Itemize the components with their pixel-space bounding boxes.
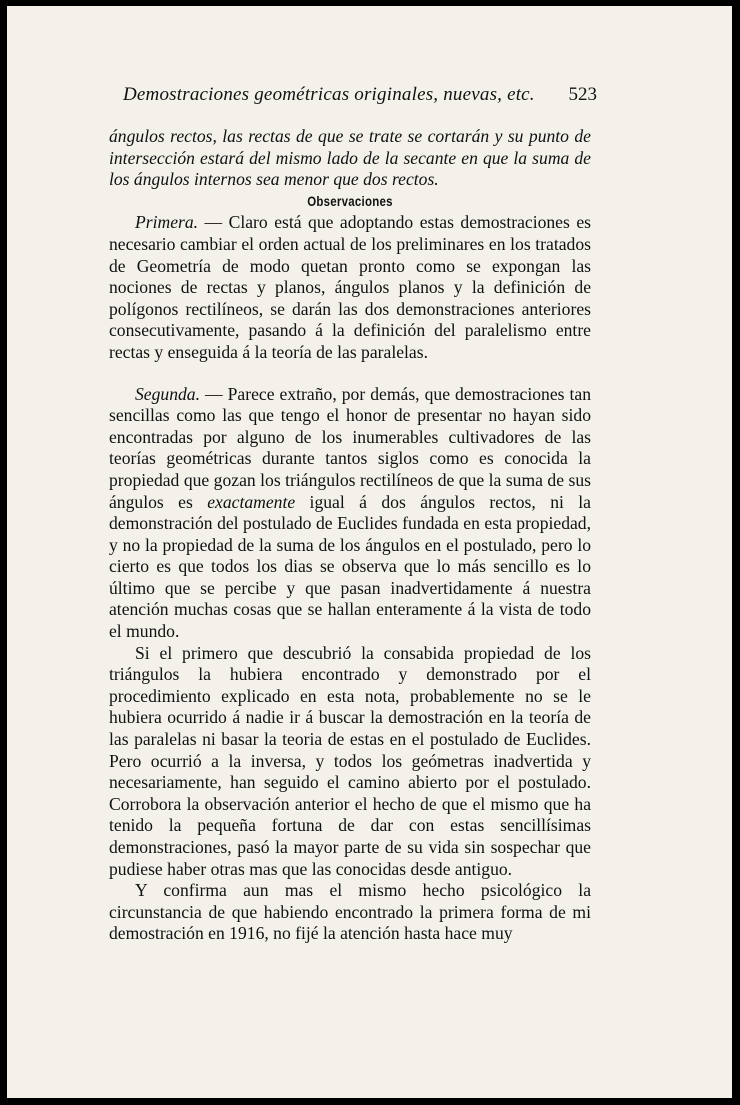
paragraph-lead: Primera. <box>135 212 199 233</box>
page-number: 523 <box>568 84 597 105</box>
paragraph-text: — Parece extraño, por demás, que demostraciones tan sencillas como las que tengo el honor de presentar no hayan sido encontradas por alguno de los inumerables cultivadores de las teorías geométricas durante tantos siglos como es conocida la propiedad que gozan los triángulos rectilíneos de que la suma de sus ángulos es <box>109 383 591 512</box>
running-title: Demostraciones geométricas originales, nuevas, etc. <box>123 84 535 105</box>
paragraph-text: igual á dos ángulos rectos, ni la demonstración del postulado de Euclides fundada en esta propiedad, y no la propiedad de la suma de los ángulos en el postulado, pero lo cierto es que todos los dias se observa que lo más sencillo es lo último que se percibe y que pasan inadvertidamente á nuestra atención muchas cosas que se hallan enteramente á la vista de todo el mundo. <box>109 491 591 642</box>
paragraph-segunda <box>109 384 591 643</box>
paragraph-text-4: Y confirma aun mas el mismo hecho psicológico la circunstancia de que habiendo encontrado la primera forma de mi demostración en 1916, no fijé la atención hasta hace muy <box>109 880 591 944</box>
paragraph-lead: Segunda. <box>135 383 200 404</box>
paragraph-text: — Claro está que adoptando estas demostraciones es necesario cambiar el orden actual de los preliminares en los tratados de Geometría de modo quetan pronto como se expongan las nociones de rectas y planos, ángulos planos y la definición de polígonos rectilíneos, se darán las dos demonstraciones anteriores consecutivamente, pasando á la definición del paralelismo entre rectas y enseguida á la teoría de las paralelas. <box>109 212 591 362</box>
emphasis-text: exactamente <box>207 491 296 512</box>
section-heading: Observaciones <box>307 192 393 209</box>
paragraph-primera <box>109 212 591 363</box>
book-page <box>7 6 732 1098</box>
paragraph-text-3: Si el primero que descubrió la consabida propiedad de los triángulos la hubiera encontrado y demonstrado por el procedimiento explicado en esta nota, probablemente no se le hubiera ocurrido á nadie ir á buscar la demostración en la teoría de las paralelas ni basar la teoria de estas en el postulado de Euclides. Pero ocurrió a la inversa, y todos los geómetras inadvertida y necesariamente, han seguido el camino abierto por el postulado. Corrobora la observación anterior el hecho de que el mismo que ha tenido la pequeña fortuna de dar con estas sencillísimas demonstraciones, pasó la mayor parte de su vida sin sospechar que pudiese haber otras mas que las conocidas desde antiguo. <box>109 642 591 879</box>
page-body <box>109 126 591 945</box>
intro-text: ángulos rectos, las rectas de que se trate se cortarán y su punto de intersección estará del mismo lado de la secante en que la suma de los ángulos internos sea menor que dos rectos. <box>109 126 591 190</box>
